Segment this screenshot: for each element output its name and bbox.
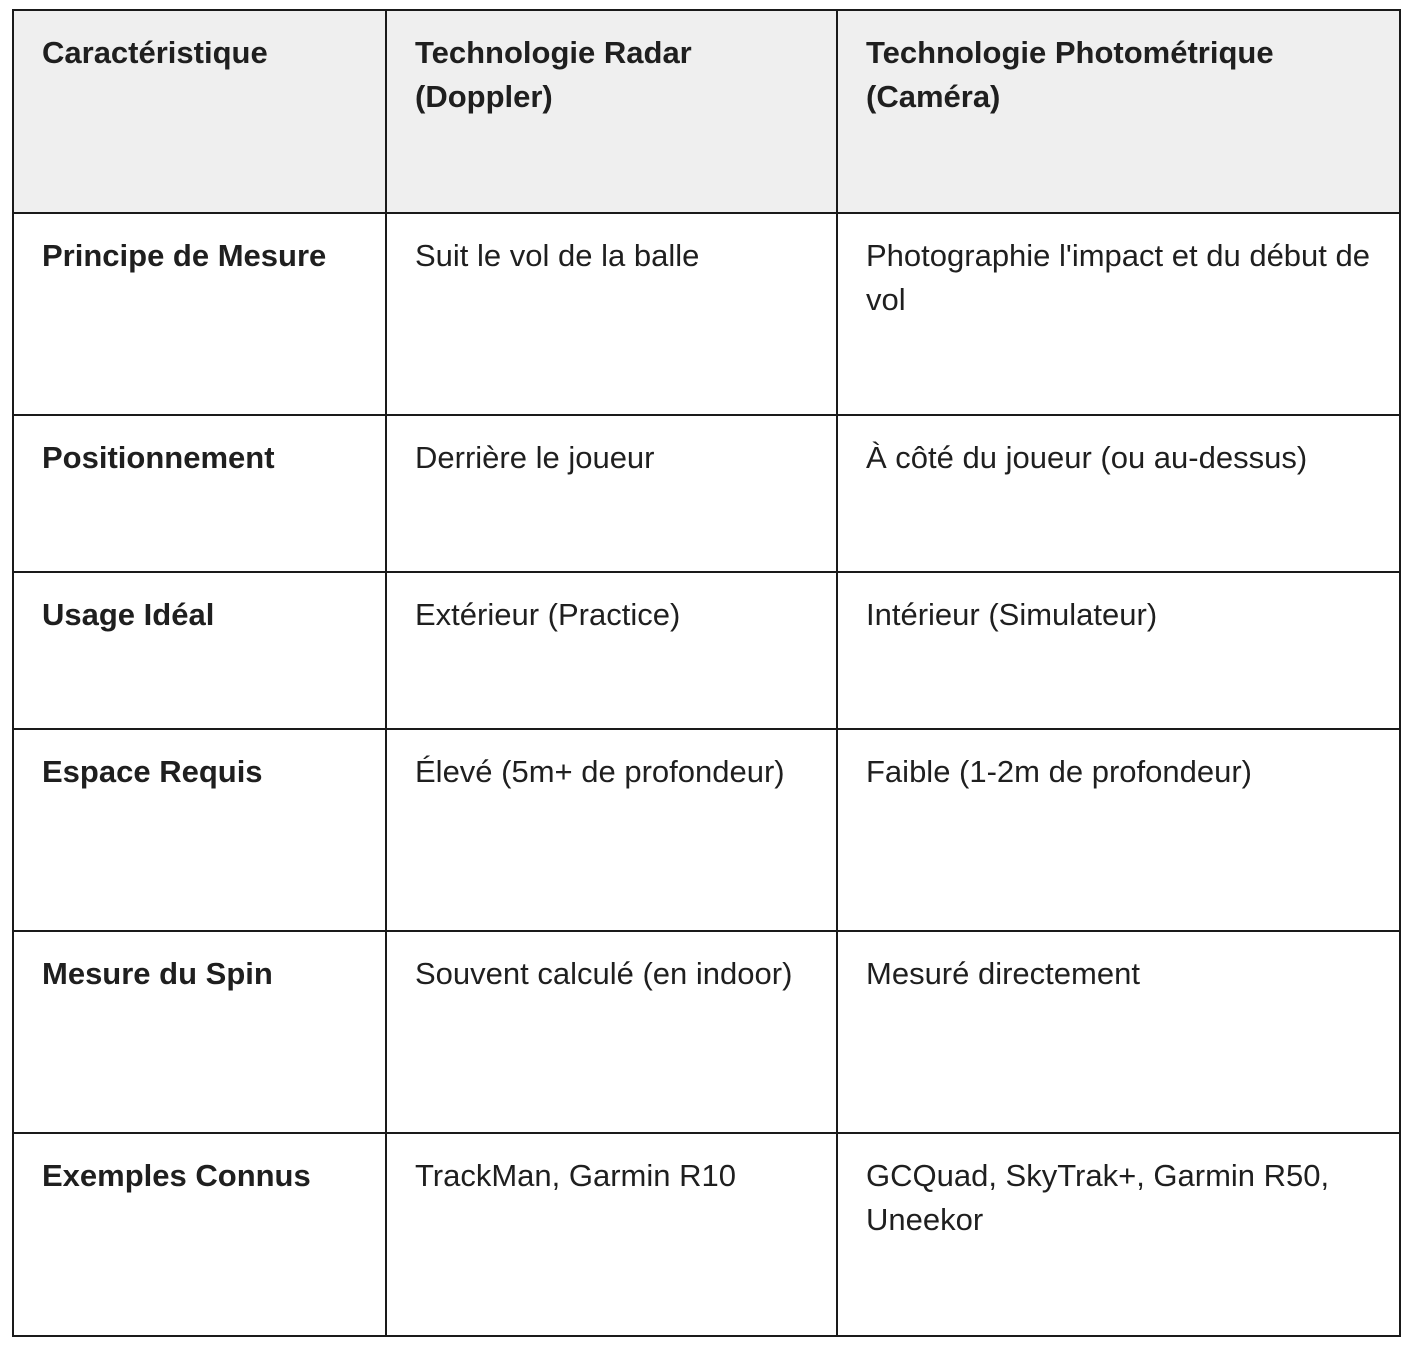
table-body [13, 213, 1400, 1336]
row-label: Usage Idéal [13, 572, 386, 729]
table-row [13, 931, 1400, 1133]
radar-cell: Derrière le joueur [386, 415, 837, 572]
table-row [13, 213, 1400, 415]
table-row [13, 729, 1400, 931]
radar-cell: Suit le vol de la balle [386, 213, 837, 415]
photometric-cell: À côté du joueur (ou au-dessus) [837, 415, 1400, 572]
photometric-cell: Mesuré directement [837, 931, 1400, 1133]
radar-cell: TrackMan, Garmin R10 [386, 1133, 837, 1336]
table-row [13, 1133, 1400, 1336]
header-radar: Technologie Radar (Doppler) [386, 10, 837, 213]
row-label: Espace Requis [13, 729, 386, 931]
photometric-cell: Intérieur (Simulateur) [837, 572, 1400, 729]
row-label: Positionnement [13, 415, 386, 572]
row-label: Exemples Connus [13, 1133, 386, 1336]
header-row [13, 10, 1400, 213]
photometric-cell: Faible (1-2m de profondeur) [837, 729, 1400, 931]
row-label: Mesure du Spin [13, 931, 386, 1133]
photometric-cell: GCQuad, SkyTrak+, Garmin R50, Uneekor [837, 1133, 1400, 1336]
table-row [13, 415, 1400, 572]
table-header [13, 10, 1400, 213]
header-characteristic: Caractéristique [13, 10, 386, 213]
photometric-cell: Photographie l'impact et du début de vol [837, 213, 1400, 415]
table-row [13, 572, 1400, 729]
radar-cell: Extérieur (Practice) [386, 572, 837, 729]
radar-cell: Souvent calculé (en indoor) [386, 931, 837, 1133]
header-photometric: Technologie Photométrique (Caméra) [837, 10, 1400, 213]
comparison-table [12, 9, 1401, 1337]
row-label: Principe de Mesure [13, 213, 386, 415]
radar-cell: Élevé (5m+ de profondeur) [386, 729, 837, 931]
